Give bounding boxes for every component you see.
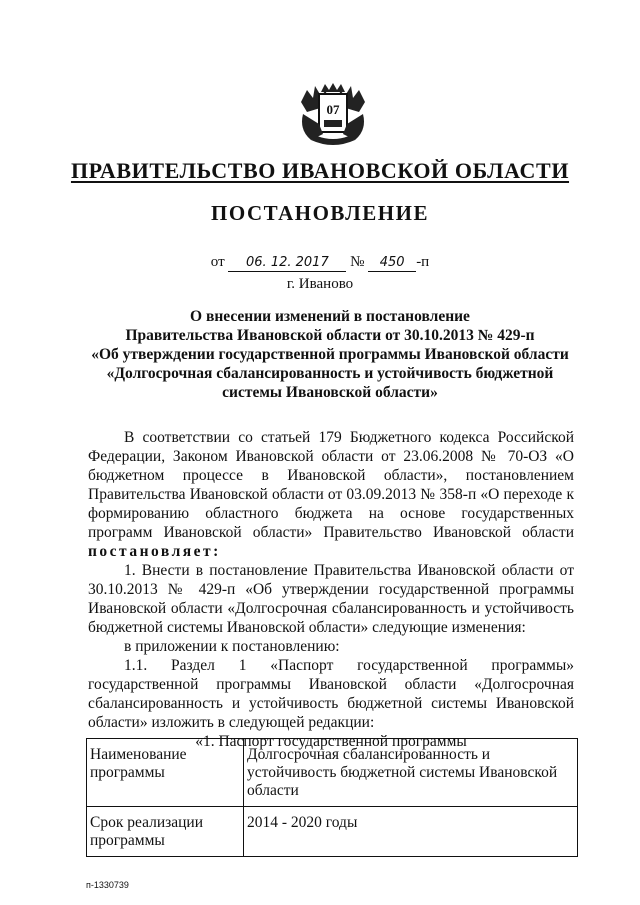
- intro-paragraph: В соответствии со статьей 179 Бюджетного кодекса Российской Федерации, Законом Ивановской области от 23.06.2008 № 70-ОЗ «О бюджетном процессе в Ивановской области», постановлением Правительства Ивановской области от 03.09.2013 № 358-п «О переходе к формированию областного бюджета на основе государственных программ Ивановской области» Правительство Ивановской области: [88, 429, 574, 541]
- number-suffix: -п: [416, 254, 430, 270]
- table-cell-value: Долгосрочная сбалансированность и устойчивость бюджетной системы Ивановской области: [244, 739, 578, 807]
- document-type: ПОСТАНОВЛЕНИЕ: [211, 201, 429, 225]
- document-body: [88, 428, 574, 751]
- date-prefix: от: [210, 254, 225, 270]
- passport-table: [86, 738, 578, 857]
- coat-of-arms-emblem: [293, 82, 373, 148]
- document-date: 06. 12. 2017: [228, 255, 346, 272]
- document-title: О внесении изменений в постановление Правительства Ивановской области от 30.10.2013 № 429-п «Об утверждении государственной программы Ивановской области «Долгосрочная сбалансированность и устойчивость бюджетной системы Ивановской области»: [91, 308, 569, 401]
- section-title: «1. Паспорт государственной программы: [195, 733, 467, 750]
- item-1-1: 1.1. Раздел 1 «Паспорт государственной программы» государственной программы Ивановской области «Долгосрочная сбалансированность и устойчивость бюджетной системы Ивановской области» изложить в следующей редакции:: [88, 657, 574, 731]
- table-cell-label: Наименование программы: [87, 739, 244, 807]
- table-cell-value: 2014 - 2020 годы: [244, 807, 578, 857]
- number-sign: №: [350, 254, 365, 270]
- city: г. Иваново: [286, 276, 354, 292]
- table-cell-label: Срок реализации программы: [87, 807, 244, 857]
- table-row: [87, 807, 578, 857]
- date-number-line: [0, 254, 640, 272]
- footer-code: п-1330739: [86, 880, 129, 890]
- resolves-word: постановляет:: [88, 543, 221, 560]
- appendix-line: в приложении к постановлению:: [124, 638, 340, 655]
- svg-text:07: 07: [326, 102, 340, 117]
- document-number: 450: [368, 255, 416, 272]
- item-1: 1. Внести в постановление Правительства Ивановской области от 30.10.2013 № 429-п «Об утверждении государственной программы Ивановской области «Долгосрочная сбалансированность и устойчивость бюджетной системы Ивановской области» следующие изменения:: [88, 562, 574, 636]
- table-row: [87, 739, 578, 807]
- organization-name: ПРАВИТЕЛЬСТВО ИВАНОВСКОЙ ОБЛАСТИ: [70, 158, 570, 183]
